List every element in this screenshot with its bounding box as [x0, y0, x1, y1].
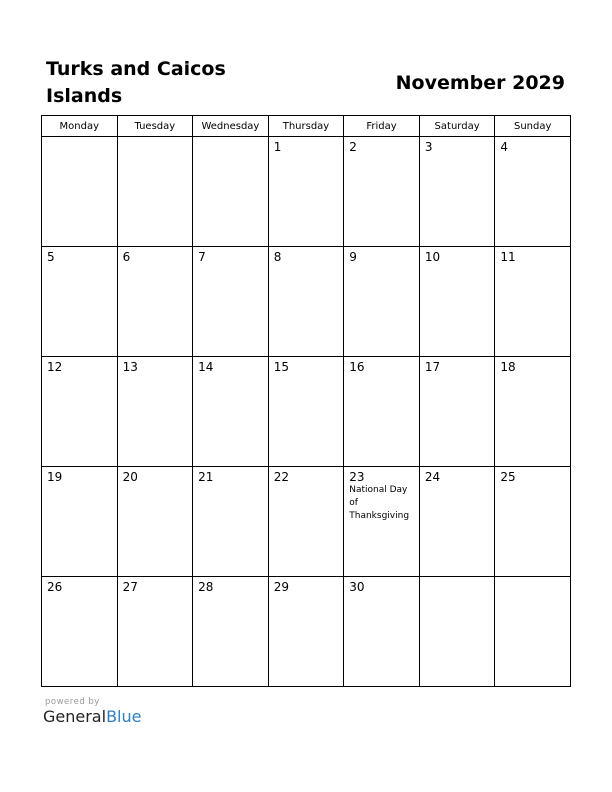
day-cell: [193, 137, 269, 247]
day-cell: [117, 247, 193, 357]
week-row: [42, 357, 571, 467]
day-number: [420, 577, 495, 580]
day-number: 17: [424, 360, 441, 374]
weekday-header: Monday: [42, 116, 118, 137]
day-number: [193, 137, 268, 140]
day-number: 23: [349, 470, 365, 484]
day-number: 4: [500, 140, 509, 154]
day-cell: [117, 137, 193, 247]
day-cell: [419, 577, 495, 687]
day-number: 24: [424, 470, 441, 484]
day-cell: [42, 467, 118, 577]
day-number: 3: [424, 140, 433, 154]
day-cell: [117, 357, 193, 467]
day-number: 21: [198, 470, 214, 484]
day-number: 19: [47, 470, 63, 484]
day-number: 30: [349, 580, 365, 594]
day-cell: [495, 137, 571, 247]
weekday-header: Friday: [344, 116, 420, 137]
day-cell: [42, 577, 118, 687]
day-number: [42, 137, 117, 140]
brand-logo[interactable]: [43, 707, 141, 727]
day-number: 18: [500, 360, 516, 374]
day-number: 8: [273, 250, 282, 264]
day-number: 27: [122, 580, 138, 594]
weekday-header: Sunday: [495, 116, 571, 137]
day-cell: [117, 467, 193, 577]
day-cell: [268, 467, 344, 577]
weekday-header: Tuesday: [117, 116, 193, 137]
day-cell: [495, 247, 571, 357]
day-number: 28: [198, 580, 214, 594]
powered-by-label: powered by: [45, 697, 100, 707]
week-row: [42, 467, 571, 577]
day-cell: [344, 137, 420, 247]
day-cell: [42, 137, 118, 247]
weekday-header-row: [42, 116, 571, 137]
calendar-grid: [41, 115, 571, 687]
brand-blue-text: Blue: [106, 707, 142, 726]
day-cell: [42, 357, 118, 467]
day-number: [118, 137, 193, 140]
weekday-header: Saturday: [419, 116, 495, 137]
day-number: 20: [122, 470, 138, 484]
day-cell: [268, 577, 344, 687]
day-cell: [344, 467, 420, 577]
day-cell: [419, 467, 495, 577]
day-number: 6: [122, 250, 131, 264]
day-cell: [419, 357, 495, 467]
day-number: 22: [273, 470, 289, 484]
day-number: 10: [424, 250, 441, 264]
day-number: 7: [198, 250, 206, 264]
day-number: 5: [47, 250, 55, 264]
brand-general-text: General: [43, 707, 107, 726]
day-number: 14: [198, 360, 214, 374]
day-cell: [193, 247, 269, 357]
day-number: 13: [122, 360, 138, 374]
weekday-header: Thursday: [268, 116, 344, 137]
day-cell: [117, 577, 193, 687]
day-cell: [193, 357, 269, 467]
day-cell: [193, 467, 269, 577]
week-row: [42, 137, 571, 247]
day-number: 15: [273, 360, 289, 374]
day-cell: [344, 357, 420, 467]
day-cell: [268, 247, 344, 357]
day-cell: [42, 247, 118, 357]
holiday-label: National Day of Thanksgiving: [349, 485, 410, 521]
day-number: 26: [47, 580, 63, 594]
day-number: 1: [273, 140, 282, 154]
region-title: Turks and Caicos Islands: [46, 58, 226, 107]
day-number: [495, 577, 570, 580]
day-number: 16: [349, 360, 365, 374]
day-cell: [495, 577, 571, 687]
day-number: 25: [500, 470, 516, 484]
day-cell: [193, 577, 269, 687]
day-number: 12: [47, 360, 63, 374]
day-cell: [419, 137, 495, 247]
week-row: [42, 247, 571, 357]
day-number: 11: [500, 250, 516, 264]
day-cell: [268, 137, 344, 247]
day-cell: [419, 247, 495, 357]
footer-branding: [43, 697, 141, 727]
month-title: November 2029: [395, 72, 565, 94]
day-cell: [495, 357, 571, 467]
day-cell: [344, 247, 420, 357]
day-cell: [495, 467, 571, 577]
day-number: 2: [349, 140, 357, 154]
day-number: 9: [349, 250, 357, 264]
week-row: [42, 577, 571, 687]
day-cell: [344, 577, 420, 687]
day-cell: [268, 357, 344, 467]
weekday-header: Wednesday: [193, 116, 269, 137]
day-number: 29: [273, 580, 289, 594]
